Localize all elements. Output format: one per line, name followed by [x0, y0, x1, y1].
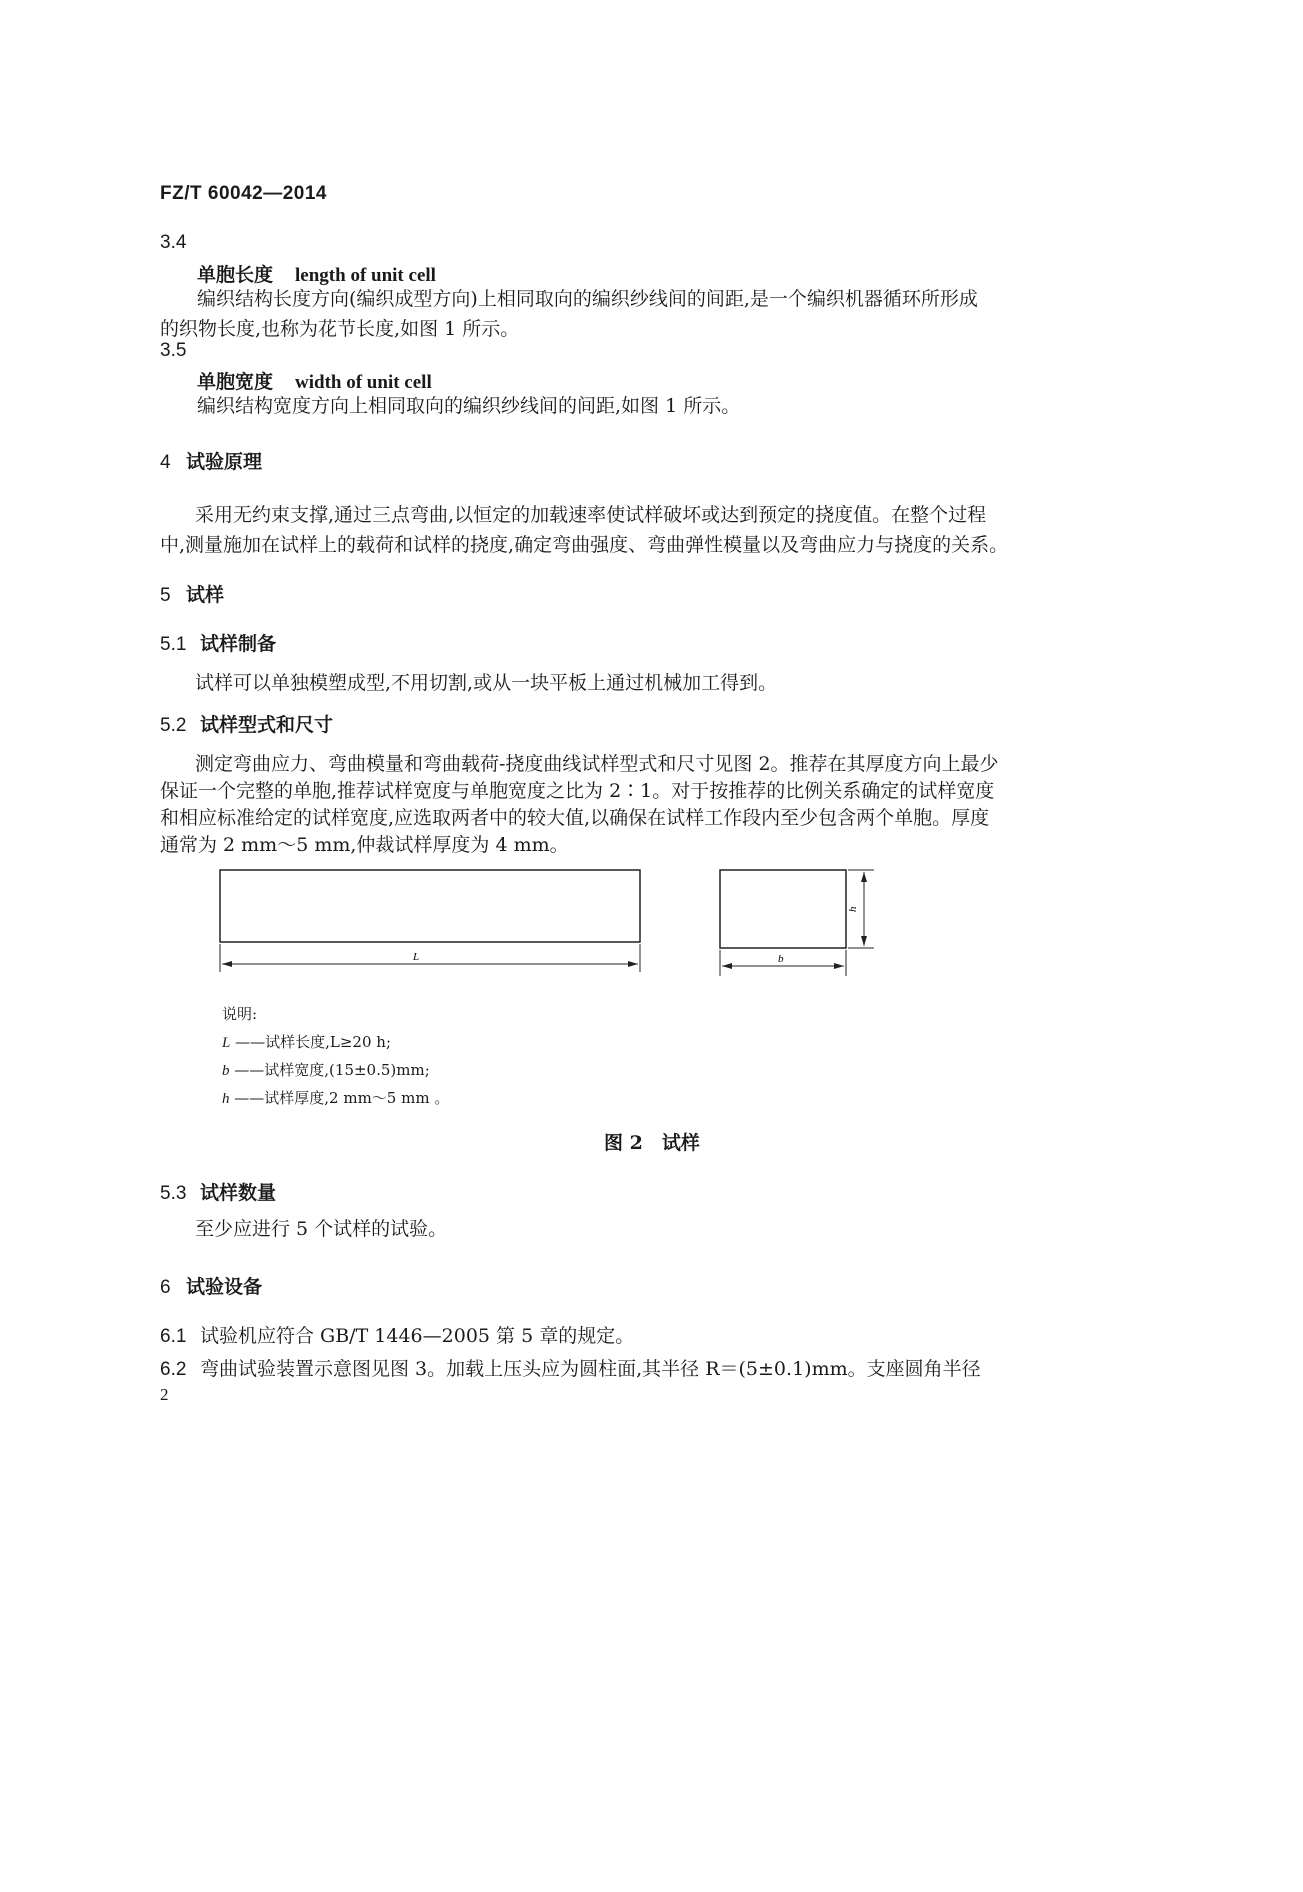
- arrow-left-icon: [222, 961, 232, 967]
- legend-symbol: L: [222, 1035, 231, 1051]
- clause-number: 6.1: [160, 1326, 187, 1347]
- standard-number: FZ/T 60042—2014: [160, 183, 327, 204]
- arrow-right-icon: [628, 961, 638, 967]
- clause-number-3-5: 3.5: [160, 340, 187, 361]
- page-number: 2: [160, 1385, 169, 1404]
- clause-6-2: [160, 1352, 981, 1387]
- section-heading-5-2: 5.2 试样型式和尺寸: [160, 714, 334, 736]
- section-4-line1: 采用无约束支撑,通过三点弯曲,以恒定的加载速率使试样破坏或达到预定的挠度值。在整个过程: [195, 504, 987, 526]
- specimen-length-rect: [220, 870, 640, 942]
- legend-item: [222, 1031, 391, 1052]
- definition-3-4-line2: 的织物长度,也称为花节长度,如图 1 所示。: [160, 318, 520, 340]
- figure-2-drawing: [200, 860, 1080, 980]
- term-zh: 单胞长度: [197, 264, 274, 286]
- dimension-label-b: b: [778, 953, 784, 965]
- definition-3-5-line1: 编织结构宽度方向上相同取向的编织纱线间的间距,如图 1 所示。: [197, 395, 741, 417]
- term-zh: 单胞宽度: [197, 371, 274, 393]
- clause-text: 试验机应符合 GB/T 1446—2005 第 5 章的规定。: [200, 1325, 635, 1347]
- legend-symbol: h: [222, 1091, 230, 1107]
- arrow-up-icon: [861, 872, 867, 882]
- definition-3-4-line1: 编织结构长度方向(编织成型方向)上相同取向的编织纱线间的间距,是一个编织机器循环所形成: [197, 288, 978, 310]
- clause-number: 6.2: [160, 1359, 187, 1380]
- legend-item: [222, 1087, 449, 1108]
- dimension-label-L: L: [413, 951, 420, 963]
- section-4-line2: 中,测量施加在试样上的载荷和试样的挠度,确定弯曲强度、弯曲弹性模量以及弯曲应力与挠度的关系。: [160, 534, 1009, 556]
- section-5-2-line2: 保证一个完整的单胞,推荐试样宽度与单胞宽度之比为 2∶1。对于按推荐的比例关系确定的试样宽度: [160, 780, 995, 802]
- legend-title: 说明:: [222, 1005, 258, 1023]
- section-5-2-line4: 通常为 2 mm～5 mm,仲裁试样厚度为 4 mm。: [160, 834, 569, 856]
- term-en: width of unit cell: [295, 372, 432, 393]
- figure-caption: 图 2 试样: [604, 1132, 700, 1154]
- section-5-2-line1: 测定弯曲应力、弯曲模量和弯曲载荷-挠度曲线试样型式和尺寸见图 2。推荐在其厚度方向上最少: [195, 753, 999, 775]
- arrow-down-icon: [861, 936, 867, 946]
- term-en: length of unit cell: [295, 265, 436, 286]
- clause-number-3-4: 3.4: [160, 232, 187, 253]
- section-5-1-line1: 试样可以单独模塑成型,不用切割,或从一块平板上通过机械加工得到。: [195, 672, 778, 694]
- legend-desc: ——试样宽度,(15±0.5)mm;: [234, 1061, 430, 1079]
- clause-6-1: [160, 1319, 634, 1354]
- arrow-right-icon: [834, 963, 844, 969]
- specimen-section-rect: [720, 870, 846, 948]
- section-5-2-line3: 和相应标准给定的试样宽度,应选取两者中的较大值,以确保在试样工作段内至少包含两个单胞。厚度: [160, 807, 990, 829]
- legend-symbol: b: [222, 1063, 230, 1079]
- clause-text: 弯曲试验装置示意图见图 3。加载上压头应为圆柱面,其半径 R＝(5±0.1)mm。支座圆角半径: [200, 1358, 981, 1380]
- section-heading-5-1: 5.1 试样制备: [160, 633, 277, 655]
- section-heading-5-3: 5.3 试样数量: [160, 1182, 277, 1204]
- legend-desc: ——试样长度,L≥20 h;: [235, 1033, 391, 1051]
- legend-desc: ——试样厚度,2 mm～5 mm 。: [234, 1089, 450, 1107]
- legend-item: [222, 1059, 430, 1080]
- dimension-label-h: h: [847, 906, 859, 912]
- section-5-3-line1: 至少应进行 5 个试样的试验。: [195, 1218, 448, 1240]
- section-heading-6: 6 试验设备: [160, 1276, 263, 1298]
- section-heading-5: 5 试样: [160, 584, 225, 606]
- arrow-left-icon: [722, 963, 732, 969]
- section-heading-4: 4 试验原理: [160, 451, 263, 473]
